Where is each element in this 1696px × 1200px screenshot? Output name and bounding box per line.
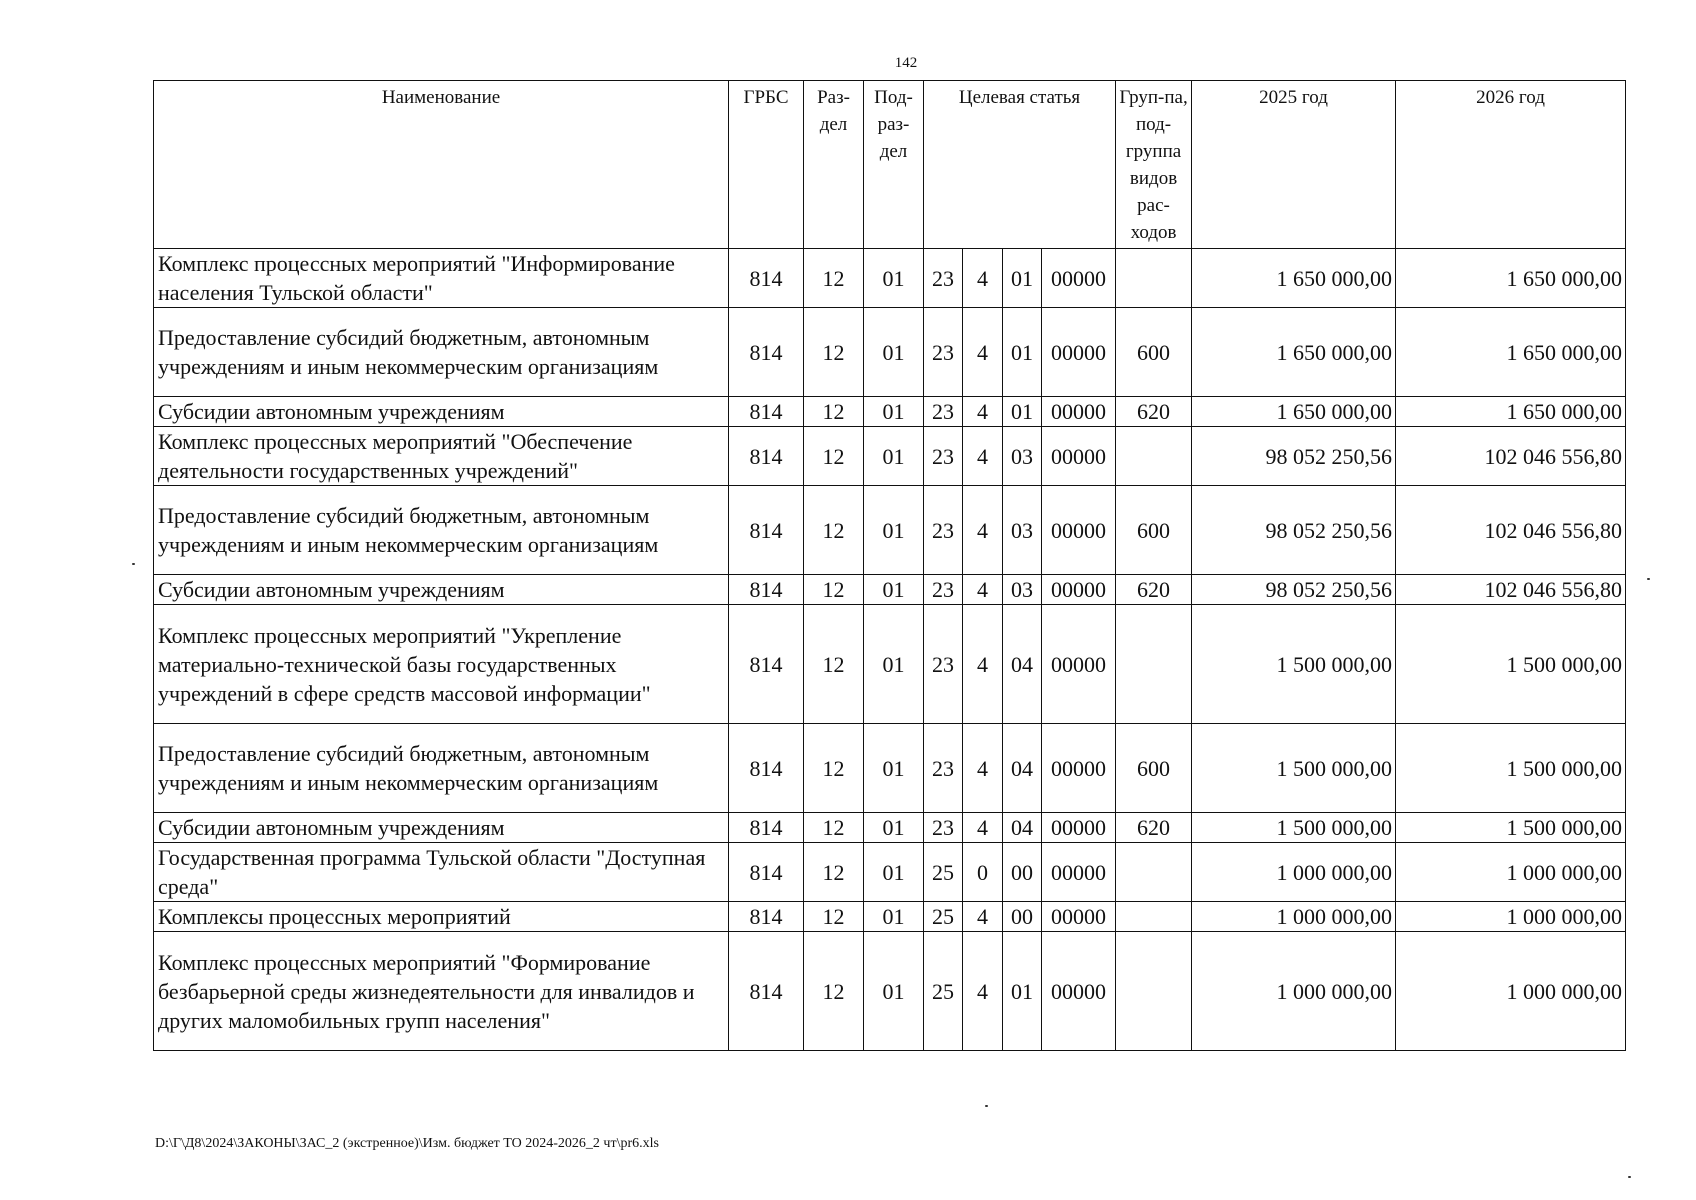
- cell-name: Комплексы процессных мероприятий: [154, 902, 729, 932]
- cell-target-direction: 00000: [1042, 932, 1116, 1051]
- cell-target-program: 23: [924, 575, 963, 605]
- cell-target-structure: 03: [1003, 575, 1042, 605]
- cell-target-program: 23: [924, 724, 963, 813]
- scan-speck: [985, 1105, 988, 1107]
- cell-expense-group: 620: [1116, 397, 1192, 427]
- cell-amount-2025: 1 500 000,00: [1192, 813, 1396, 843]
- header-name: Наименование: [154, 81, 729, 249]
- cell-razdel: 12: [804, 575, 864, 605]
- cell-razdel: 12: [804, 724, 864, 813]
- cell-expense-group: 620: [1116, 813, 1192, 843]
- cell-target-type: 4: [963, 605, 1003, 724]
- table-row: [154, 397, 1626, 427]
- cell-target-direction: 00000: [1042, 249, 1116, 308]
- cell-amount-2026: 1 000 000,00: [1396, 902, 1626, 932]
- cell-name: Субсидии автономным учреждениям: [154, 397, 729, 427]
- cell-grbs: 814: [729, 813, 804, 843]
- cell-target-direction: 00000: [1042, 902, 1116, 932]
- cell-target-direction: 00000: [1042, 813, 1116, 843]
- cell-expense-group: [1116, 427, 1192, 486]
- cell-target-program: 23: [924, 397, 963, 427]
- table-row: [154, 575, 1626, 605]
- cell-name: Комплекс процессных мероприятий "Информирование населения Тульской области": [154, 249, 729, 308]
- cell-target-program: 23: [924, 308, 963, 397]
- cell-target-type: 4: [963, 308, 1003, 397]
- table-row: [154, 932, 1626, 1051]
- cell-razdel: 12: [804, 843, 864, 902]
- header-target: Целевая статья: [924, 81, 1116, 249]
- cell-amount-2026: 1 000 000,00: [1396, 932, 1626, 1051]
- cell-expense-group: 600: [1116, 486, 1192, 575]
- cell-target-structure: 04: [1003, 813, 1042, 843]
- cell-podrazdel: 01: [864, 486, 924, 575]
- cell-target-type: 4: [963, 249, 1003, 308]
- cell-target-type: 4: [963, 724, 1003, 813]
- cell-target-direction: 00000: [1042, 308, 1116, 397]
- cell-target-structure: 01: [1003, 397, 1042, 427]
- cell-target-program: 23: [924, 249, 963, 308]
- cell-target-program: 25: [924, 902, 963, 932]
- cell-expense-group: 620: [1116, 575, 1192, 605]
- scan-speck: [1628, 1176, 1631, 1178]
- cell-podrazdel: 01: [864, 932, 924, 1051]
- cell-razdel: 12: [804, 932, 864, 1051]
- cell-razdel: 12: [804, 249, 864, 308]
- cell-target-program: 23: [924, 427, 963, 486]
- cell-name: Предоставление субсидий бюджетным, автономным учреждениям и иным некоммерческим организациям: [154, 724, 729, 813]
- cell-grbs: 814: [729, 932, 804, 1051]
- cell-podrazdel: 01: [864, 813, 924, 843]
- cell-amount-2026: 102 046 556,80: [1396, 486, 1626, 575]
- scan-speck: [1647, 578, 1650, 580]
- cell-amount-2025: 1 500 000,00: [1192, 605, 1396, 724]
- cell-target-type: 4: [963, 575, 1003, 605]
- cell-podrazdel: 01: [864, 249, 924, 308]
- cell-razdel: 12: [804, 605, 864, 724]
- cell-razdel: 12: [804, 486, 864, 575]
- cell-target-structure: 00: [1003, 843, 1042, 902]
- table-header-row: [154, 81, 1626, 249]
- cell-amount-2025: 1 650 000,00: [1192, 249, 1396, 308]
- cell-podrazdel: 01: [864, 397, 924, 427]
- cell-grbs: 814: [729, 575, 804, 605]
- table-row: [154, 902, 1626, 932]
- table-row: [154, 486, 1626, 575]
- cell-target-program: 25: [924, 932, 963, 1051]
- cell-grbs: 814: [729, 486, 804, 575]
- cell-target-direction: 00000: [1042, 843, 1116, 902]
- cell-grbs: 814: [729, 249, 804, 308]
- file-path-footer: D:\Г\Д8\2024\ЗАКОНЫ\ЗАС_2 (экстренное)\Изм. бюджет ТО 2024-2026_2 чт\pr6.xls: [155, 1136, 659, 1151]
- header-grbs: ГРБС: [729, 81, 804, 249]
- cell-target-direction: 00000: [1042, 427, 1116, 486]
- table-body: [154, 249, 1626, 1051]
- cell-amount-2026: 1 500 000,00: [1396, 813, 1626, 843]
- cell-target-direction: 00000: [1042, 605, 1116, 724]
- cell-grbs: 814: [729, 308, 804, 397]
- cell-grbs: 814: [729, 397, 804, 427]
- cell-target-program: 23: [924, 813, 963, 843]
- cell-target-direction: 00000: [1042, 724, 1116, 813]
- cell-podrazdel: 01: [864, 843, 924, 902]
- cell-expense-group: [1116, 249, 1192, 308]
- cell-amount-2025: 1 650 000,00: [1192, 308, 1396, 397]
- cell-name: Комплекс процессных мероприятий "Укрепление материально-технической базы государственных учреждений в сфере средств массовой информации": [154, 605, 729, 724]
- cell-target-structure: 00: [1003, 902, 1042, 932]
- cell-target-program: 23: [924, 605, 963, 724]
- header-2025: 2025 год: [1192, 81, 1396, 249]
- cell-amount-2025: 1 650 000,00: [1192, 397, 1396, 427]
- cell-target-type: 4: [963, 397, 1003, 427]
- cell-podrazdel: 01: [864, 427, 924, 486]
- cell-target-direction: 00000: [1042, 575, 1116, 605]
- cell-target-type: 4: [963, 486, 1003, 575]
- cell-target-structure: 04: [1003, 605, 1042, 724]
- budget-table: [153, 80, 1626, 1051]
- cell-name: Субсидии автономным учреждениям: [154, 813, 729, 843]
- cell-name: Субсидии автономным учреждениям: [154, 575, 729, 605]
- cell-target-type: 4: [963, 813, 1003, 843]
- cell-expense-group: [1116, 605, 1192, 724]
- cell-expense-group: [1116, 902, 1192, 932]
- table-row: [154, 249, 1626, 308]
- cell-target-type: 0: [963, 843, 1003, 902]
- cell-name: Предоставление субсидий бюджетным, автономным учреждениям и иным некоммерческим организациям: [154, 308, 729, 397]
- scan-speck: [132, 563, 135, 565]
- cell-target-type: 4: [963, 902, 1003, 932]
- cell-podrazdel: 01: [864, 605, 924, 724]
- table-row: [154, 308, 1626, 397]
- header-podrazdel: Под-раз-дел: [864, 81, 924, 249]
- cell-amount-2026: 1 650 000,00: [1396, 249, 1626, 308]
- cell-amount-2025: 98 052 250,56: [1192, 427, 1396, 486]
- cell-razdel: 12: [804, 427, 864, 486]
- cell-amount-2025: 1 000 000,00: [1192, 843, 1396, 902]
- cell-target-structure: 03: [1003, 486, 1042, 575]
- cell-grbs: 814: [729, 843, 804, 902]
- cell-razdel: 12: [804, 813, 864, 843]
- cell-razdel: 12: [804, 397, 864, 427]
- cell-grbs: 814: [729, 427, 804, 486]
- cell-target-direction: 00000: [1042, 486, 1116, 575]
- cell-target-structure: 01: [1003, 308, 1042, 397]
- cell-name: Комплекс процессных мероприятий "Формирование безбарьерной среды жизнедеятельности для инвалидов и других маломобильных групп населения": [154, 932, 729, 1051]
- cell-target-type: 4: [963, 427, 1003, 486]
- cell-amount-2026: 1 500 000,00: [1396, 724, 1626, 813]
- cell-grbs: 814: [729, 724, 804, 813]
- cell-target-structure: 03: [1003, 427, 1042, 486]
- table-row: [154, 843, 1626, 902]
- cell-name: Государственная программа Тульской области "Доступная среда": [154, 843, 729, 902]
- table-row: [154, 724, 1626, 813]
- table-row: [154, 605, 1626, 724]
- cell-name: Комплекс процессных мероприятий "Обеспечение деятельности государственных учреждений": [154, 427, 729, 486]
- cell-expense-group: 600: [1116, 724, 1192, 813]
- cell-podrazdel: 01: [864, 575, 924, 605]
- cell-amount-2026: 1 500 000,00: [1396, 605, 1626, 724]
- cell-target-structure: 01: [1003, 249, 1042, 308]
- cell-target-program: 25: [924, 843, 963, 902]
- cell-grbs: 814: [729, 902, 804, 932]
- cell-target-type: 4: [963, 932, 1003, 1051]
- cell-amount-2025: 1 500 000,00: [1192, 724, 1396, 813]
- cell-amount-2025: 1 000 000,00: [1192, 932, 1396, 1051]
- cell-name: Предоставление субсидий бюджетным, автономным учреждениям и иным некоммерческим организациям: [154, 486, 729, 575]
- cell-target-direction: 00000: [1042, 397, 1116, 427]
- table-row: [154, 813, 1626, 843]
- cell-razdel: 12: [804, 902, 864, 932]
- cell-amount-2025: 98 052 250,56: [1192, 486, 1396, 575]
- cell-amount-2026: 102 046 556,80: [1396, 427, 1626, 486]
- cell-amount-2026: 1 650 000,00: [1396, 308, 1626, 397]
- cell-amount-2026: 1 650 000,00: [1396, 397, 1626, 427]
- cell-amount-2025: 1 000 000,00: [1192, 902, 1396, 932]
- cell-podrazdel: 01: [864, 724, 924, 813]
- cell-razdel: 12: [804, 308, 864, 397]
- cell-grbs: 814: [729, 605, 804, 724]
- cell-expense-group: [1116, 932, 1192, 1051]
- cell-amount-2026: 102 046 556,80: [1396, 575, 1626, 605]
- table-row: [154, 427, 1626, 486]
- cell-podrazdel: 01: [864, 308, 924, 397]
- cell-podrazdel: 01: [864, 902, 924, 932]
- cell-expense-group: [1116, 843, 1192, 902]
- cell-target-structure: 04: [1003, 724, 1042, 813]
- cell-amount-2025: 98 052 250,56: [1192, 575, 1396, 605]
- cell-amount-2026: 1 000 000,00: [1396, 843, 1626, 902]
- header-2026: 2026 год: [1396, 81, 1626, 249]
- cell-target-structure: 01: [1003, 932, 1042, 1051]
- page-number: 142: [894, 55, 918, 71]
- header-razdel: Раз-дел: [804, 81, 864, 249]
- header-expense-group: Груп-па, под-группа видов рас-ходов: [1116, 81, 1192, 249]
- cell-target-program: 23: [924, 486, 963, 575]
- cell-expense-group: 600: [1116, 308, 1192, 397]
